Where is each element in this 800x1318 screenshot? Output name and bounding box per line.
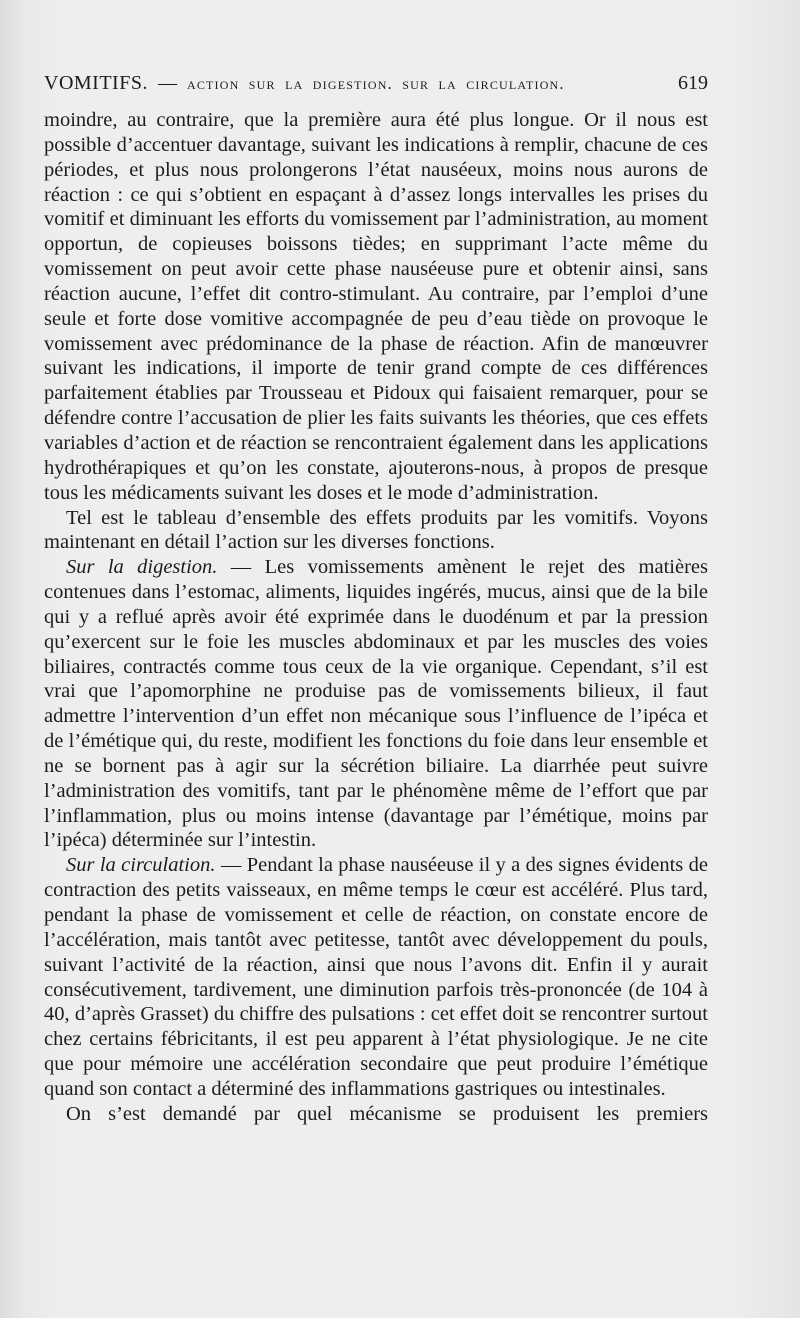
header-title: VOMITIFS. (44, 72, 148, 94)
page-number: 619 (678, 72, 708, 94)
header-subtitle: action sur la digestion. sur la circulation. (186, 74, 565, 93)
section-heading-digestion: Sur la digestion. (66, 556, 218, 579)
paragraph-digestion-text: — Les vomissements amènent le rejet des matières contenues dans l’estomac, aliments, liquides ingérés, mucus, ainsi que de la bile qui y a reflué après avoir été exprimée dans le duodénum et par la pression qu’exercent sur le foie les muscles abdominaux et par les muscles des voies biliaires, contractés comme tous ceux de la vie organique. Cependant, s’il est vrai que l’apomorphine ne produise pas de vomissements bilieux, il faut admettre l’intervention d’un effet non mécanique sous l’influence de l’ipéca et de l’émétique qui, du reste, modifient les fonctions du foie dans leur ensemble et ne se bornent pas à agir sur la sécrétion biliaire. La diarrhée peut suivre l’administration des vomitifs, tant par le phénomène même de l’effort que par l’inflammation, plus ou moins intense (davantage par l’émétique, moins par l’ipéca) déterminée sur l’intestin. (44, 556, 708, 852)
paragraph-circulation (44, 853, 708, 1101)
section-heading-circulation: Sur la circulation. (66, 854, 216, 877)
paragraph-continued: moindre, au contraire, que la première aura été plus longue. Or il nous est possible d’accentuer davantage, suivant les indications à remplir, chacune de ces périodes, et plus nous prolongerons l’état nauséeux, moins nous aurons de réaction : ce qui s’obtient en espaçant à d’assez longs intervalles les prises du vomitif et diminuant les efforts du vomissement par l’administration, au moment opportun, de copieuses boissons tièdes; en supprimant l’acte même du vomissement on peut avoir cette phase nauséeuse pure et obtenir ainsi, sans réaction aucune, l’effet dit contro-stimulant. Au contraire, par l’emploi d’une seule et forte dose vomitive accompagnée de peu d’eau tiède on provoque le vomissement avec prédominance de la phase de réaction. Afin de manœuvrer suivant les indications, il importe de tenir grand compte de ces différences parfaitement établies par Trousseau et Pidoux qui faisaient remarquer, pour se défendre contre l’accusation de plier les faits suivants les théories, que ces effets variables d’action et de réaction se rencontraient également dans les applications hydrothérapiques et qu’on les constate, ajouterons-nous, à propos de presque tous les médicaments suivant les doses et le mode d’administration. (44, 109, 708, 504)
running-header (44, 72, 708, 100)
paragraph-final-line: On s’est demandé par quel mécanisme se produisent les premiers (66, 1102, 708, 1125)
header-dash: — (157, 73, 177, 94)
paragraph-summary: Tel est le tableau d’ensemble des effets produits par les vomitifs. Voyons maintenant en détail l’action sur les diverses fonctions. (44, 506, 708, 554)
paragraph-digestion (44, 555, 708, 853)
body-text (44, 108, 708, 1127)
paragraph-circulation-text: — Pendant la phase nauséeuse il y a des signes évidents de contraction des petits vaisseaux, en même temps le cœur est accéléré. Plus tard, pendant la phase de vomissement et celle de réaction, on constate encore de l’accélération, mais tantôt avec petitesse, tantôt avec développement du pouls, suivant l’activité de la réaction, ainsi que nous l’avons dit. Enfin il y aurait consécutivement, tardivement, une diminution parfois très-prononcée (de 104 à 40, d’après Grasset) du chiffre des pulsations : cet effet doit se rencontrer surtout chez certains fébricitants, il est peu apparent à l’état physiologique. Je ne cite que pour mémoire une accélération secondaire que peut produire l’émétique quand son contact a déterminé des inflammations gastriques ou intestinales. (44, 854, 708, 1100)
